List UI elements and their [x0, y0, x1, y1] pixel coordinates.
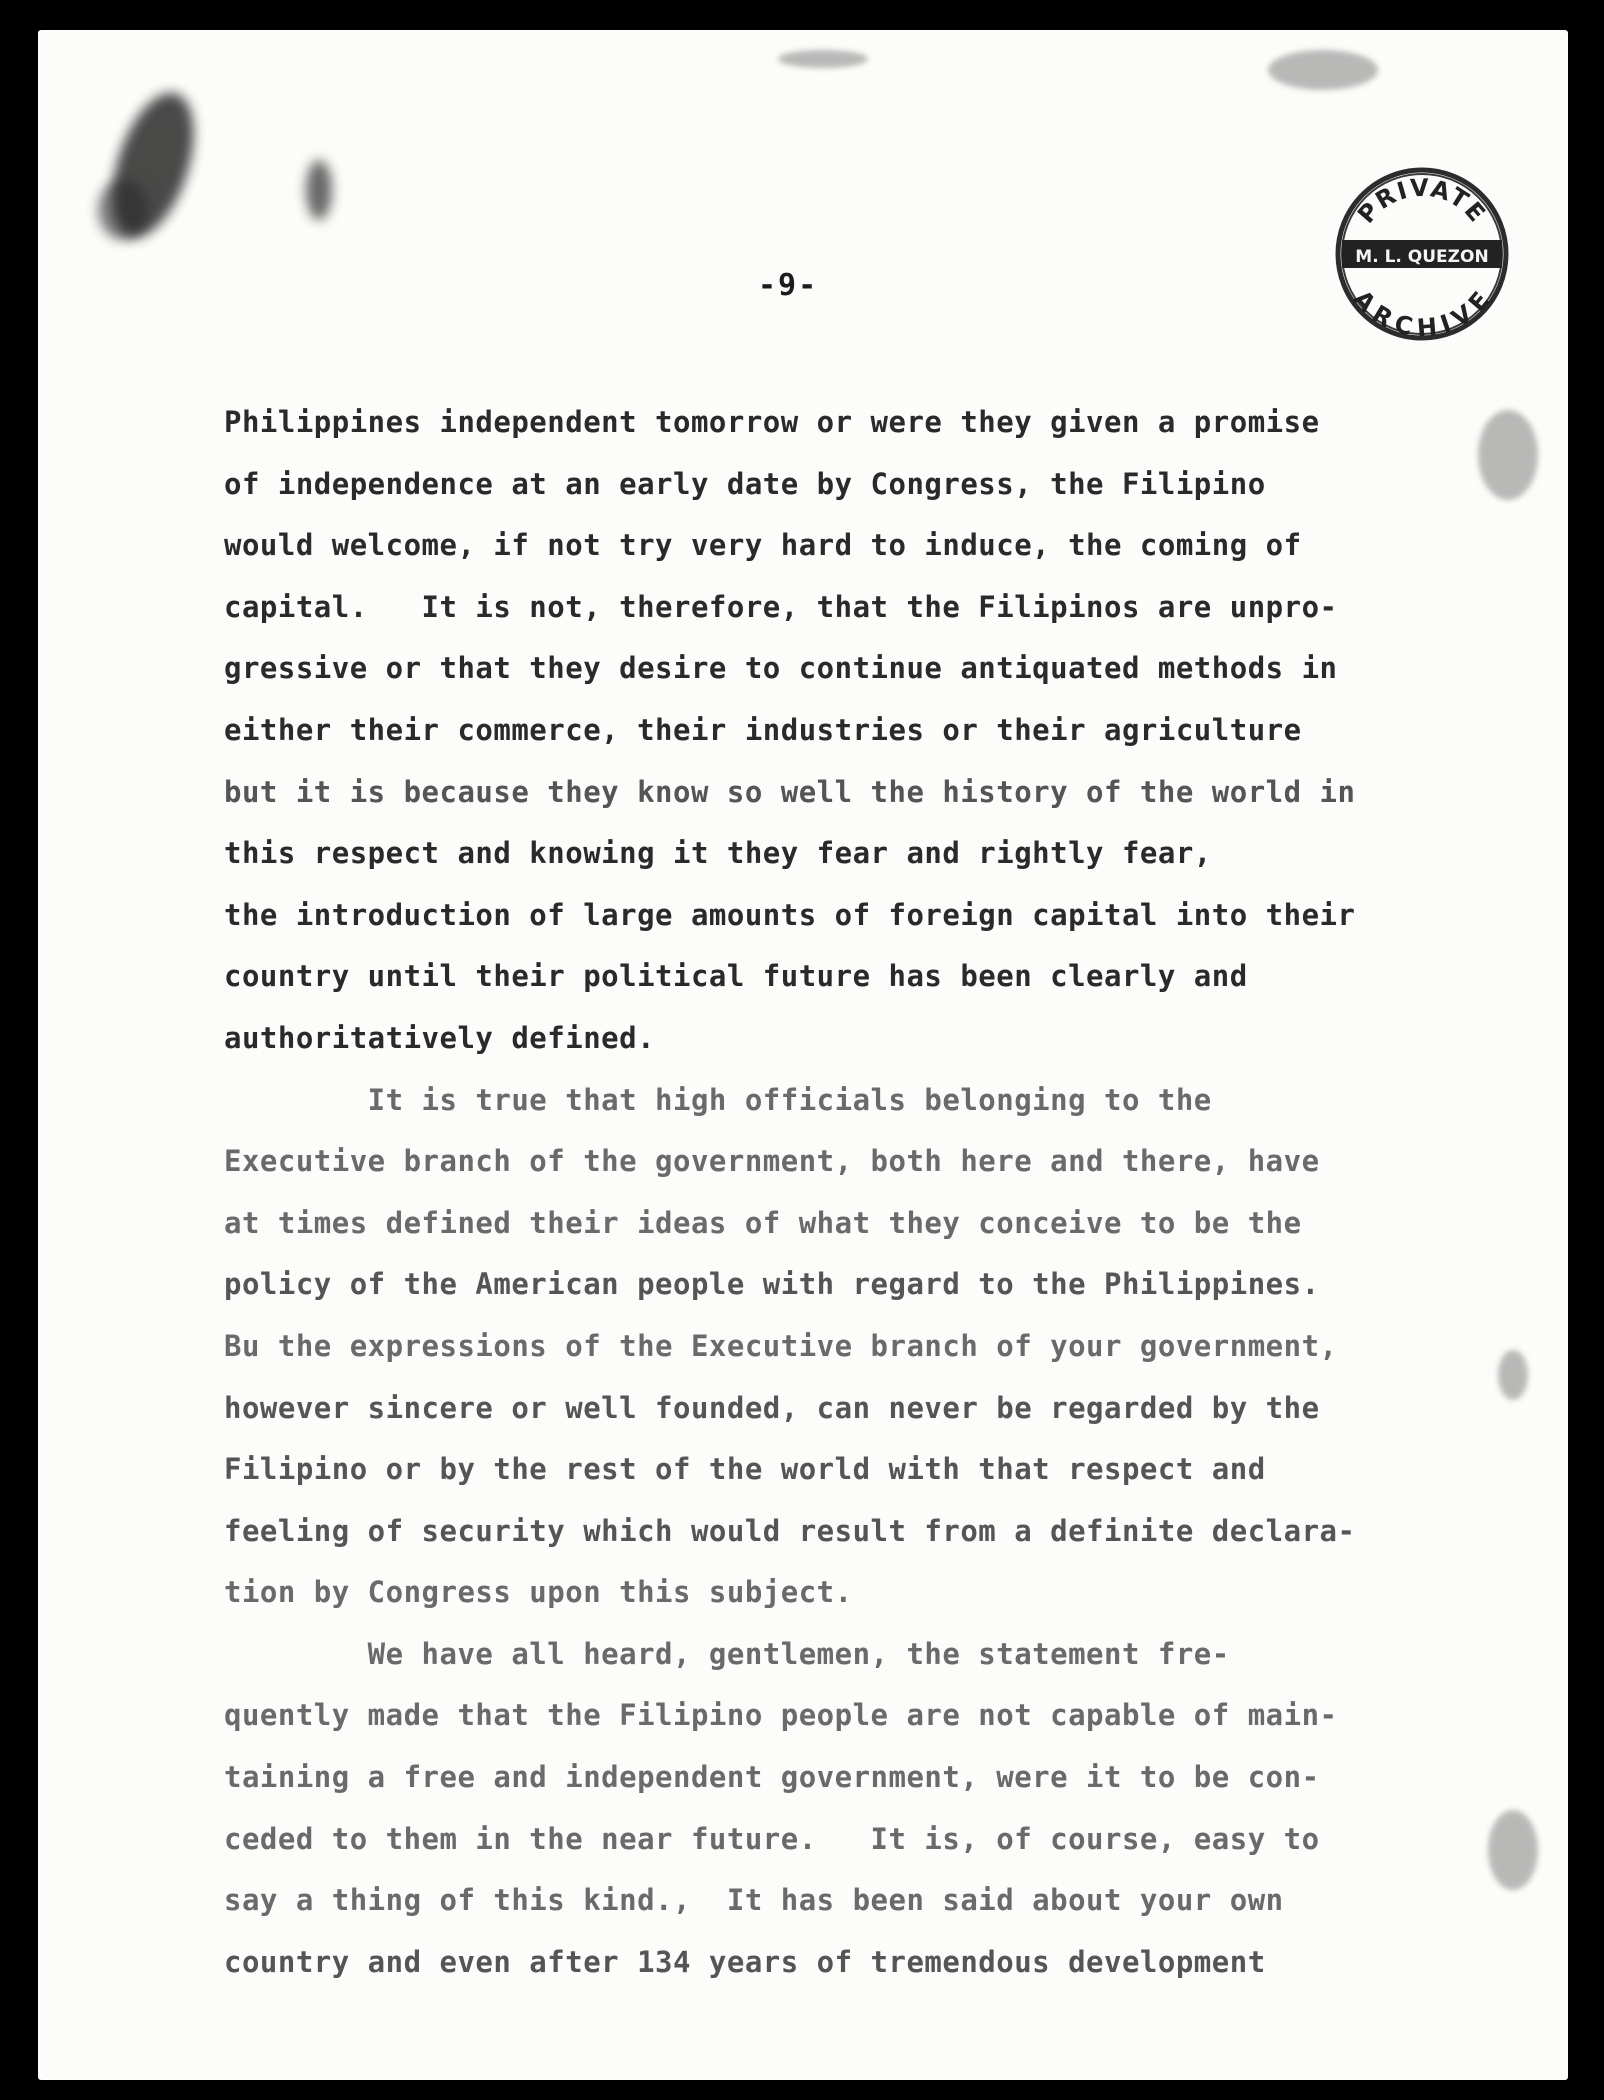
- document-page: [38, 30, 1568, 2080]
- svg-text:ARCHIVE: [1348, 285, 1496, 342]
- paragraph: [224, 392, 1524, 1070]
- text-line: Executive branch of the government, both here and there, have: [224, 1144, 1320, 1179]
- text-line: would welcome, if not try very hard to induce, the coming of: [224, 528, 1302, 563]
- archive-stamp: [1334, 166, 1510, 342]
- page-number: -9-: [758, 268, 819, 303]
- stamp-middle-text: M. L. QUEZON: [1355, 247, 1489, 267]
- scan-speck: [1268, 50, 1378, 90]
- paragraph: [224, 1624, 1524, 1994]
- text-line: capital. It is not, therefore, that the Filipinos are unpro-: [224, 589, 1338, 624]
- text-line: but it is because they know so well the history of the world in: [224, 774, 1356, 809]
- svg-text:PRIVATE: [1352, 174, 1492, 229]
- text-line: taining a free and independent government, were it to be con-: [224, 1760, 1320, 1795]
- body-text: [224, 392, 1524, 1993]
- text-line: at times defined their ideas of what they conceive to be the: [224, 1205, 1302, 1240]
- text-line: tion by Congress upon this subject.: [224, 1575, 853, 1610]
- text-line: country until their political future has been clearly and: [224, 959, 1248, 994]
- text-line: this respect and knowing it they fear and rightly fear,: [224, 836, 1212, 871]
- scan-speck: [778, 50, 868, 68]
- text-line: It is true that high officials belonging to the: [224, 1082, 1212, 1117]
- text-line: authoritatively defined.: [224, 1020, 656, 1055]
- text-line: policy of the American people with regard to the Philippines.: [224, 1267, 1320, 1302]
- stamp-top-text: PRIVATE: [1352, 173, 1492, 229]
- text-line: We have all heard, gentlemen, the statement fre-: [224, 1636, 1230, 1671]
- text-line: Filipino or by the rest of the world with that respect and: [224, 1452, 1266, 1487]
- paragraph: [224, 1070, 1524, 1624]
- text-line: the introduction of large amounts of foreign capital into their: [224, 897, 1356, 932]
- text-line: Bu the expressions of the Executive branch of your government,: [224, 1328, 1338, 1363]
- text-line: either their commerce, their industries or their agriculture: [224, 712, 1302, 747]
- text-line: however sincere or well founded, can never be regarded by the: [224, 1390, 1320, 1425]
- text-line: of independence at an early date by Congress, the Filipino: [224, 466, 1266, 501]
- stamp-bottom-text: ARCHIVE: [1347, 284, 1497, 342]
- text-line: say a thing of this kind., It has been said about your own: [224, 1883, 1284, 1918]
- text-line: Philippines independent tomorrow or were they given a promise: [224, 405, 1320, 439]
- text-line: quently made that the Filipino people are not capable of main-: [224, 1698, 1338, 1733]
- ink-smudge: [306, 160, 332, 220]
- ink-smudge: [98, 180, 148, 240]
- text-line: ceded to them in the near future. It is, of course, easy to: [224, 1821, 1320, 1856]
- text-line: feeling of security which would result from a definite declara-: [224, 1513, 1356, 1548]
- text-line: gressive or that they desire to continue antiquated methods in: [224, 651, 1338, 686]
- text-line: country and even after 134 years of tremendous development: [224, 1944, 1266, 1979]
